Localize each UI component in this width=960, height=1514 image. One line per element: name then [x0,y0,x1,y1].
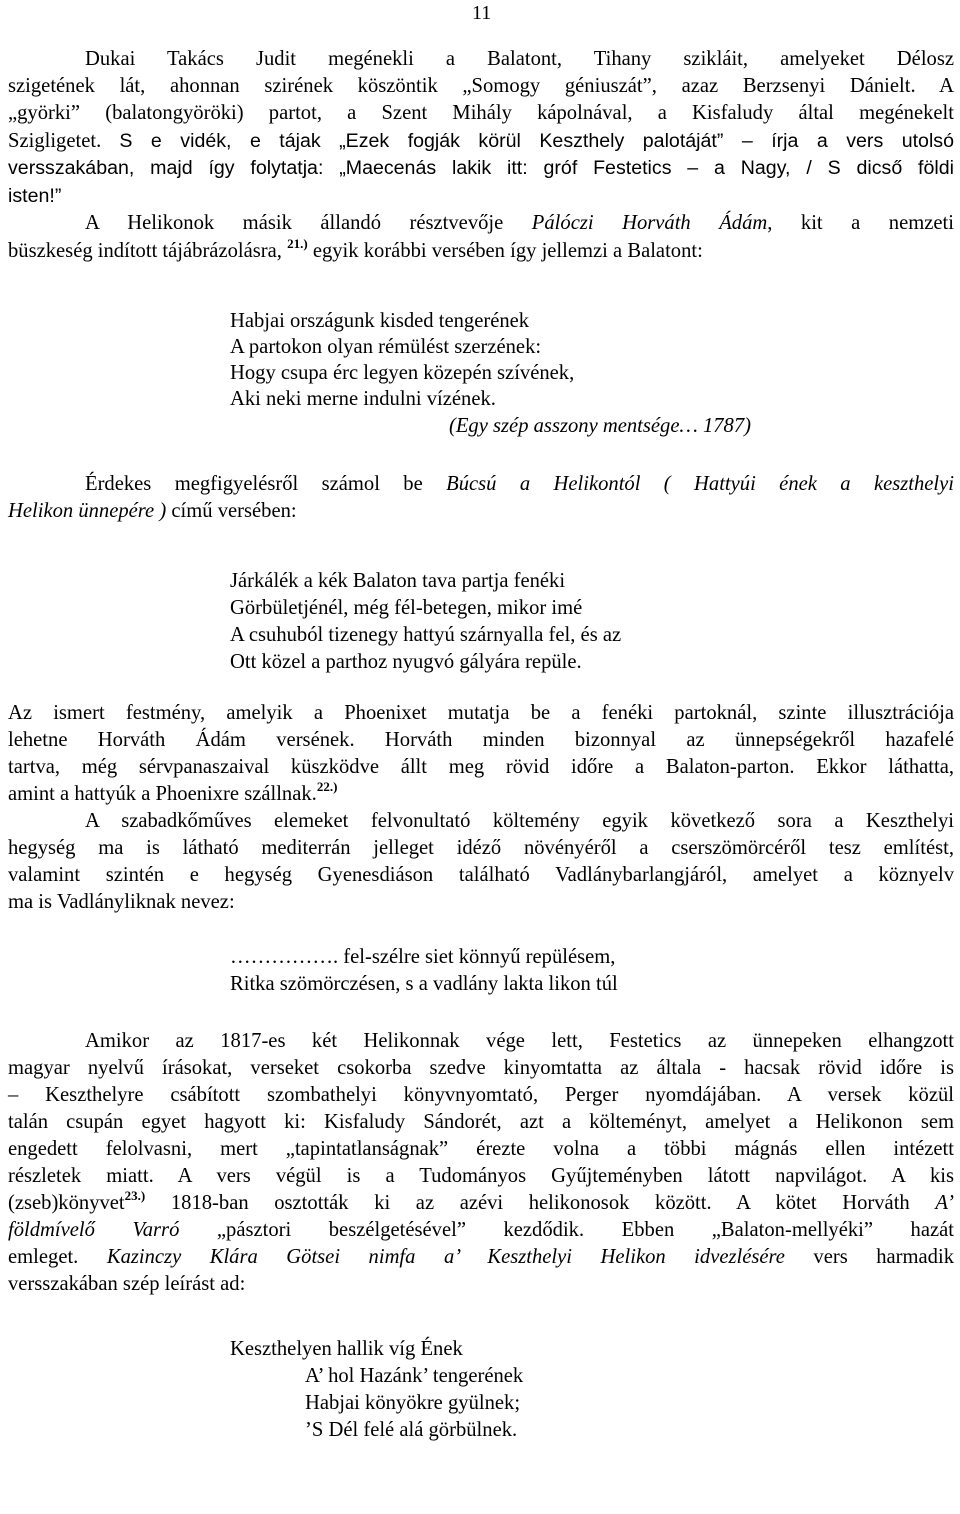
page-number: 11 [472,2,492,24]
poem-line: Habjai könyökre gyülnek; [305,1392,521,1414]
poem-line: A’ hol Hazánk’ tengerének [305,1365,524,1387]
text-run: büszkeség indított tájábrázolásra, [8,240,282,262]
poem-line: Járkálék a kék Balaton tava partja fenéki [230,570,566,592]
text-line [8,1244,954,1270]
text-run: amint a hattyúk a Phoenixre szállnak. [8,783,317,805]
footnote-ref: 22.) [316,779,338,794]
text-line: Amikor az 1817-es két Helikonnak vége lett, Festetics az ünnepeken elhangzott [85,1030,954,1052]
text-line: ma is Vadlányliknak nevez: [8,891,235,913]
text-run: vers harmadik [784,1246,954,1268]
text-line: versszakában szép leírást ad: [8,1273,246,1295]
text-line: A szabadkőműves elemeket felvonultató költemény egyik következő sora a Keszthelyi [85,810,954,832]
text-line: szigetének lát, ahonnan szirének köszöntik „Somogy géniuszát”, azaz Berzsenyi Dánielt. A [8,75,954,97]
text-line [85,471,954,497]
text-run: (zseb)könyvet [8,1192,125,1214]
poem-line: Habjai országunk kisded tengerének [230,310,530,332]
poem-line: Aki neki merne indulni vízének. [230,388,496,410]
footnote-ref: 21.) [287,236,308,251]
footnote-ref: 23.) [124,1188,146,1203]
poem-line: ’S Dél felé alá görbülnek. [305,1419,518,1441]
poem-line: A csuhuból tizenegy hattyú szárnyalla fel, és az [230,624,622,646]
text-line [8,1217,954,1243]
text-line: lehetne Horváth Ádám versének. Horváth minden bizonnyal az ünnepségekről hazafelé [8,729,954,751]
poem-line: Ott közel a parthoz nyugvó gályára repüle. [230,651,582,673]
text-line: részletek miatt. A vers végül is a Tudományos Gyűjteményben látott napvilágot. A kis [8,1165,954,1187]
text-line: isten!” [8,185,62,207]
poem-line: Ritka szömörczésen, s a vadlány lakta likon túl [230,973,618,995]
text-line [8,498,954,524]
poem-line: Hogy csupa érc legyen közepén szívének, [230,362,575,384]
text-run: című versében: [166,500,297,522]
poem-line: Keszthelyen hallik víg Ének [230,1338,463,1360]
text-run: „pásztori beszélgetésével” kezdődik. Ebben „Balaton-mellyéki” hazát [179,1219,954,1241]
text-line: magyar nyelvű írásokat, verseket csokorba szedve kinyomtatta az általa - hacsak rövid időre is [8,1057,954,1079]
text-run: egyik korábbi versében így jellemzi a Balatont: [307,240,703,262]
text-line: talán csupán egyet hagyott ki: Kisfaludy Sándorét, azt a költeményt, amelyet a Helikonon sem [8,1111,954,1133]
text-line [8,1190,954,1218]
text-line [85,210,954,236]
author-name: Pálóczi Horváth Ádám [531,212,768,234]
text-line: „györki” (balatongyöröki) partot, a Szent Mihály kápolnával, a Kisfaludy által megénekelt [8,102,954,124]
work-title: földmívelő Varró [8,1219,180,1241]
text-run: , kit a nemzeti [767,212,954,234]
work-title: Kazinczy Klára Götsei nimfa a’ Keszthelyi Helikon idvezlésére [106,1246,785,1268]
text-run-italic: A’ [935,1192,954,1214]
text-run: S e vidék, e tájak „Ezek fogják körül Keszthely palotáját” – írja a vers utolsó [119,130,954,152]
poem-line: Görbületjénél, még fél-betegen, mikor imé [230,597,583,619]
text-line: hegység ma is látható mediterrán jelleget idéző növényéről a cserszömörcéről tesz említést, [8,837,954,859]
text-run: 1818-ban osztották ki az azévi helikonosok között. A kötet Horváth [145,1192,936,1214]
text-line [8,781,954,809]
text-run: Szigligetet. [8,130,102,152]
text-run: emleget. [8,1246,107,1268]
text-run: Érdekes megfigyelésről számol be [85,473,447,495]
poem-line: A partokon olyan rémülést szerzének: [230,336,542,358]
poem-citation: (Egy szép asszony mentsége… 1787) [449,415,751,437]
text-line: tartva, még sérvpanaszaival küszködve állt meg rövid időre a Balaton-parton. Ekkor láthatta, [8,756,954,778]
text-line [8,128,954,154]
text-line: valamint szintén e hegység Gyenesdiáson található Vadlánybarlangjáról, amelyet a köznyelv [8,864,954,886]
poem-title: Helikon ünnepére ) [8,500,167,522]
text-line: Az ismert festmény, amelyik a Phoenixet mutatja be a fenéki partoknál, szinte illusztrációja [8,702,954,724]
text-line [8,238,954,266]
text-line: versszakában, majd így folytatja: „Maecenás lakik itt: gróf Festetics – a Nagy, / S dicső földi [8,157,954,179]
text-line: – Keszthelyre csábított szombathelyi könyvnyomtató, Perger nyomdájában. A versek közül [8,1084,954,1106]
text-run: A Helikonok másik állandó résztvevője [85,212,504,234]
text-line: engedett felolvasni, mert „tapintatlanságnak” érezte volna a többi mágnás ellen intézett [8,1138,954,1160]
text-line: Dukai Takács Judit megénekli a Balatont, Tihany sziklái​t, amelyeket Délosz [85,48,954,70]
poem-line: ……………. fel-szélre siet könnyű repülésem, [230,946,616,968]
poem-title: Búcsú a Helikontól ( Hattyúi ének a keszthelyi [446,473,954,495]
